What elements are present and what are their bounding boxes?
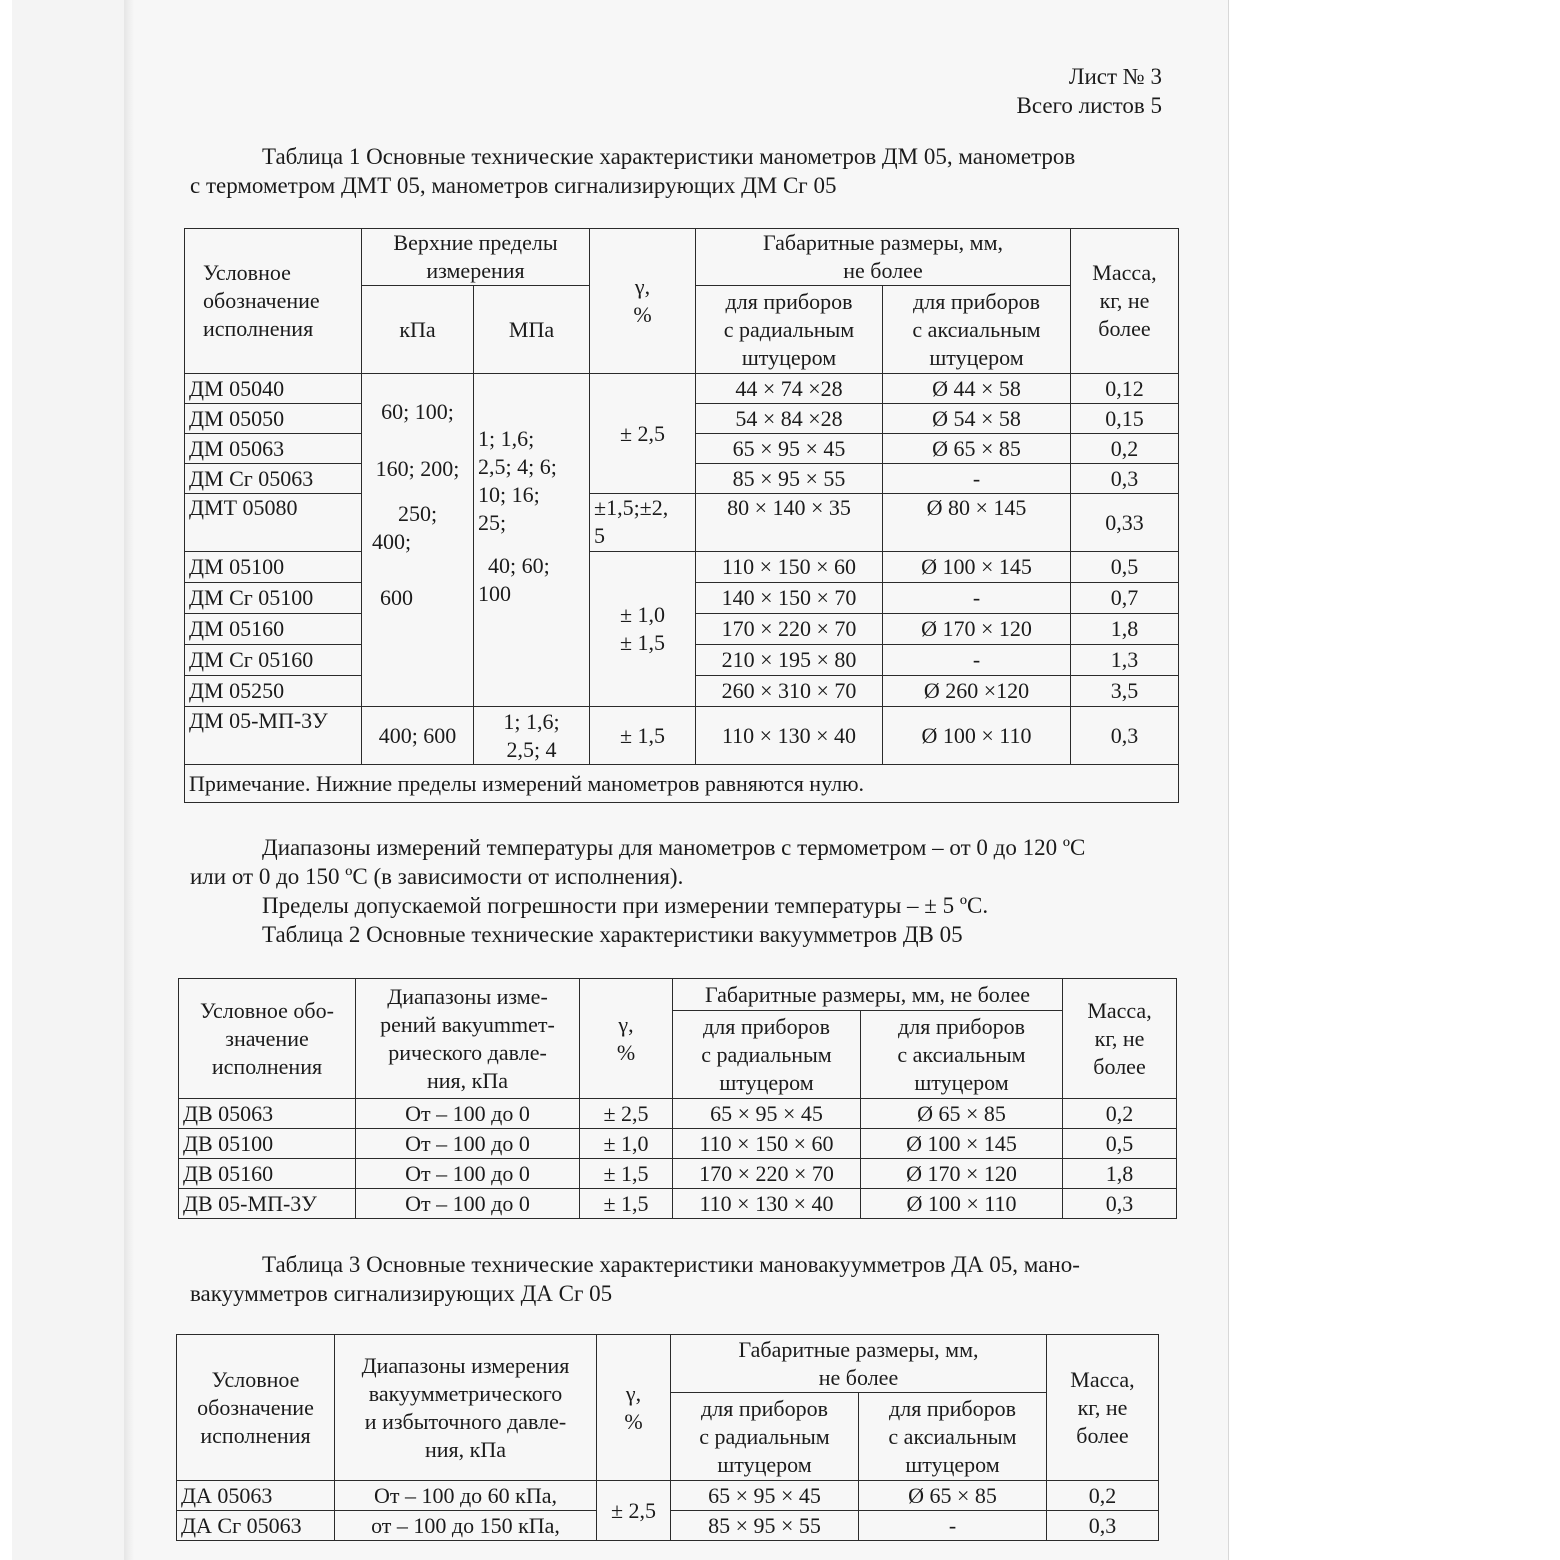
t1-cell-mass: 0,33 — [1071, 494, 1179, 552]
t1-cell-gamma-b: ±1,5;±2, 5 — [590, 494, 696, 552]
t2-cell-axial: Ø 170 × 120 — [861, 1159, 1063, 1189]
t3-cell-axial: - — [859, 1511, 1047, 1541]
t1-cell-mass: 0,7 — [1071, 583, 1179, 614]
t2-cell-range: От – 100 до 0 — [356, 1099, 580, 1129]
t1-header-axial: для приборов с аксиальным штуцером — [883, 286, 1071, 374]
table-row — [179, 1159, 1177, 1189]
t1-cell-radial: 80 × 140 × 35 — [696, 494, 883, 552]
t1-note: Примечание. Нижние пределы измерений манометров равняются нулю. — [185, 765, 1179, 803]
table1 — [184, 228, 1179, 803]
t3-cell-radial: 65 × 95 × 45 — [671, 1481, 859, 1511]
t2-cell-radial: 170 × 220 × 70 — [673, 1159, 861, 1189]
t1-cell-mass: 0,5 — [1071, 552, 1179, 583]
t2-cell-axial: Ø 100 × 145 — [861, 1129, 1063, 1159]
t2-cell-range: От – 100 до 0 — [356, 1159, 580, 1189]
t1-cell-axial: Ø 170 × 120 — [883, 614, 1071, 645]
t1-cell-radial: 85 × 95 × 55 — [696, 464, 883, 494]
t2-cell-range: От – 100 до 0 — [356, 1189, 580, 1219]
t1-cell-gamma-last: ± 1,5 — [590, 707, 696, 765]
t1-cell-mass: 1,8 — [1071, 614, 1179, 645]
t2-header-designation: Условное обо- значение исполнения — [179, 979, 356, 1099]
t3-cell-range: От – 100 до 60 кПа, — [335, 1481, 597, 1511]
temp-range-line1: Диапазоны измерений температуры для манометров с термометром – от 0 до 120 ºС — [262, 835, 1086, 860]
t2-header-dimensions: Габаритные размеры, мм, не более — [673, 979, 1063, 1011]
t1-cell-radial: 54 × 84 ×28 — [696, 404, 883, 434]
t2-cell-mass: 1,8 — [1063, 1159, 1177, 1189]
t1-cell-mass: 3,5 — [1071, 676, 1179, 707]
table1-caption-line2: с термометром ДМТ 05, манометров сигнализирующих ДМ Сг 05 — [190, 173, 837, 198]
t1-cell-radial: 110 × 150 × 60 — [696, 552, 883, 583]
t2-cell-gamma: ± 2,5 — [580, 1099, 673, 1129]
t1-cell-mpa-last: 1; 1,6; 2,5; 4 — [474, 707, 590, 765]
t3-header-axial: для приборов с аксиальным штуцером — [859, 1393, 1047, 1481]
t2-cell-gamma: ± 1,5 — [580, 1189, 673, 1219]
t1-cell-kpa-range: 60; 100; 160; 200; 250; 400; 600 — [362, 374, 474, 707]
table-row — [185, 494, 1179, 552]
t3-cell-mass: 0,2 — [1047, 1481, 1159, 1511]
t1-cell-axial: Ø 100 × 145 — [883, 552, 1071, 583]
t2-cell-gamma: ± 1,5 — [580, 1159, 673, 1189]
sheet-number: Лист № 3 — [1068, 64, 1162, 89]
t2-cell-gamma: ± 1,0 — [580, 1129, 673, 1159]
t1-cell-mass: 0,3 — [1071, 464, 1179, 494]
t1-cell-mass: 0,12 — [1071, 374, 1179, 404]
t1-cell-axial: Ø 44 × 58 — [883, 374, 1071, 404]
t2-cell-name: ДВ 05160 — [179, 1159, 356, 1189]
t3-header-designation: Условное обозначение исполнения — [177, 1335, 335, 1481]
t3-cell-range: от – 100 до 150 кПа, — [335, 1511, 597, 1541]
table3-caption-line1: Таблица 3 Основные технические характеристики мановакуумметров ДА 05, мано- — [262, 1252, 1080, 1277]
t1-cell-axial: - — [883, 645, 1071, 676]
t3-cell-axial: Ø 65 × 85 — [859, 1481, 1047, 1511]
t3-cell-name: ДА 05063 — [177, 1481, 335, 1511]
table-row — [185, 552, 1179, 583]
table-row — [185, 374, 1179, 404]
table-row — [185, 707, 1179, 765]
t2-cell-mass: 0,5 — [1063, 1129, 1177, 1159]
t2-header-axial: для приборов с аксиальным штуцером — [861, 1011, 1063, 1099]
temp-error: Пределы допускаемой погрешности при измерении температуры – ± 5 ºС. — [262, 893, 989, 918]
t1-cell-axial: Ø 260 ×120 — [883, 676, 1071, 707]
table3-caption-line2: вакуумметров сигнализирующих ДА Сг 05 — [190, 1281, 613, 1306]
t1-header-upper-limits: Верхние пределы измерения — [362, 229, 590, 286]
table2 — [178, 978, 1177, 1219]
t1-cell-name: ДМ Сг 05063 — [185, 464, 362, 494]
table3 — [176, 1334, 1159, 1541]
t3-header-radial: для приборов с радиальным штуцером — [671, 1393, 859, 1481]
t2-header-radial: для приборов с радиальным штуцером — [673, 1011, 861, 1099]
t1-cell-name: ДМ 05040 — [185, 374, 362, 404]
t2-cell-mass: 0,3 — [1063, 1189, 1177, 1219]
t1-header-designation: Условное обозначение исполнения — [185, 229, 362, 374]
temp-range-line2: или от 0 до 150 ºС (в зависимости от исполнения). — [190, 864, 684, 889]
t1-cell-gamma-a: ± 2,5 — [590, 374, 696, 494]
t1-cell-axial: - — [883, 583, 1071, 614]
t1-header-radial: для приборов с радиальным штуцером — [696, 286, 883, 374]
table1-caption-line1: Таблица 1 Основные технические характеристики манометров ДМ 05, манометров — [262, 144, 1076, 169]
t1-cell-mass: 0,2 — [1071, 434, 1179, 464]
t1-cell-mass: 0,3 — [1071, 707, 1179, 765]
t1-cell-name: ДМ 05-МП-3У — [185, 707, 362, 765]
t1-cell-name: ДМ 05250 — [185, 676, 362, 707]
t3-cell-radial: 85 × 95 × 55 — [671, 1511, 859, 1541]
t3-cell-mass: 0,3 — [1047, 1511, 1159, 1541]
t1-cell-radial: 44 × 74 ×28 — [696, 374, 883, 404]
t1-cell-radial: 110 × 130 × 40 — [696, 707, 883, 765]
t1-cell-axial: Ø 54 × 58 — [883, 404, 1071, 434]
t2-header-range: Диапазоны изме- рений вакуummет- рического давле- ния, кПа — [356, 979, 580, 1099]
t2-cell-name: ДВ 05-МП-3У — [179, 1189, 356, 1219]
t1-cell-gamma-c: ± 1,0 ± 1,5 — [590, 552, 696, 707]
t1-header-mpa: МПа — [474, 286, 590, 374]
t2-cell-radial: 110 × 130 × 40 — [673, 1189, 861, 1219]
t1-cell-name: ДМТ 05080 — [185, 494, 362, 552]
t3-cell-gamma: ± 2,5 — [597, 1481, 671, 1541]
t1-cell-mass: 0,15 — [1071, 404, 1179, 434]
t2-cell-mass: 0,2 — [1063, 1099, 1177, 1129]
t2-cell-range: От – 100 до 0 — [356, 1129, 580, 1159]
table-row — [179, 1099, 1177, 1129]
t1-cell-kpa-last: 400; 600 — [362, 707, 474, 765]
t2-header-gamma: γ, % — [580, 979, 673, 1099]
t1-header-mass: Масса, кг, не более — [1071, 229, 1179, 374]
t2-cell-axial: Ø 65 × 85 — [861, 1099, 1063, 1129]
table2-caption: Таблица 2 Основные технические характеристики вакуумметров ДВ 05 — [262, 922, 963, 947]
t1-cell-radial: 140 × 150 × 70 — [696, 583, 883, 614]
t1-cell-mpa-range: 1; 1,6; 2,5; 4; 6; 10; 16; 25; 40; 60; 100 — [474, 374, 590, 707]
t1-cell-axial: Ø 65 × 85 — [883, 434, 1071, 464]
t1-cell-name: ДМ 05100 — [185, 552, 362, 583]
t2-cell-radial: 65 × 95 × 45 — [673, 1099, 861, 1129]
t2-cell-axial: Ø 100 × 110 — [861, 1189, 1063, 1219]
t1-header-kpa: кПа — [362, 286, 474, 374]
t1-cell-name: ДМ 05160 — [185, 614, 362, 645]
t3-header-range: Диапазоны измерения вакуумметрического и избыточного давле- ния, кПа — [335, 1335, 597, 1481]
t1-cell-name: ДМ Сг 05100 — [185, 583, 362, 614]
t1-cell-axial: Ø 80 × 145 — [883, 494, 1071, 552]
table-row — [177, 1481, 1159, 1511]
t1-cell-radial: 65 × 95 × 45 — [696, 434, 883, 464]
t2-cell-radial: 110 × 150 × 60 — [673, 1129, 861, 1159]
t2-header-mass: Масса, кг, не более — [1063, 979, 1177, 1099]
table-row — [179, 1189, 1177, 1219]
t3-header-dimensions: Габаритные размеры, мм, не более — [671, 1335, 1047, 1393]
t3-header-mass: Масса, кг, не более — [1047, 1335, 1159, 1481]
t1-cell-radial: 170 × 220 × 70 — [696, 614, 883, 645]
table-row — [179, 1129, 1177, 1159]
t1-cell-name: ДМ 05050 — [185, 404, 362, 434]
t1-cell-radial: 210 × 195 × 80 — [696, 645, 883, 676]
sheets-total: Всего листов 5 — [1016, 93, 1162, 118]
page-fold-shadow — [124, 0, 134, 1560]
t1-header-dimensions: Габаритные размеры, мм, не более — [696, 229, 1071, 286]
t2-cell-name: ДВ 05100 — [179, 1129, 356, 1159]
t1-cell-axial: Ø 100 × 110 — [883, 707, 1071, 765]
t3-header-gamma: γ, % — [597, 1335, 671, 1481]
t1-cell-name: ДМ 05063 — [185, 434, 362, 464]
t2-cell-name: ДВ 05063 — [179, 1099, 356, 1129]
t1-cell-mass: 1,3 — [1071, 645, 1179, 676]
t1-cell-radial: 260 × 310 × 70 — [696, 676, 883, 707]
t3-cell-name: ДА Сг 05063 — [177, 1511, 335, 1541]
t1-header-gamma: γ, % — [590, 229, 696, 374]
t1-cell-axial: - — [883, 464, 1071, 494]
t1-cell-name: ДМ Сг 05160 — [185, 645, 362, 676]
